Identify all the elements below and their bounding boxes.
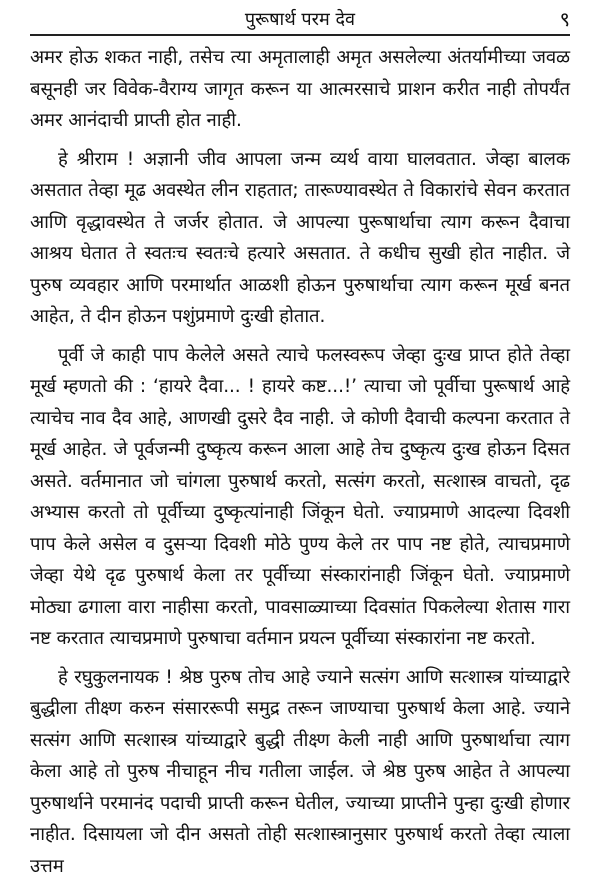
header-title: पुरूषार्थ परम देव (30, 8, 570, 32)
paragraph-4: हे रघुकुलनायक ! श्रेष्ठ पुरुष तोच आहे ज्याने सत्संग आणि सत्शास्त्र यांच्याद्वारे बुद्धीला तीक्ष्ण करुन संसाररूपी समुद्र तरून जाण्याचा पुरुषार्थ केला आहे. ज्याने सत्संग आणि सत्शास्त्र यांच्याद्वारे बुद्धी तीक्ष्ण केली नाही आणि पुरुषार्थाचा त्याग केला आहे तो पुरुष नीचाहून नीच गतीला जाईल. जे श्रेष्ठ पुरुष आहेत ते आपल्या पुरुषार्थाने परमानंद पदाची प्राप्ती करून घेतील, ज्याच्या प्राप्तीने पुन्हा दुःखी होणार नाहीत. दिसायला जो दीन असतो तोही सत्शास्त्रानुसार पुरुषार्थ करतो तेव्हा त्याला उत्तम (30, 662, 570, 882)
paragraph-3: पूर्वी जे काही पाप केलेले असते त्याचे फलस्वरूप जेव्हा दुःख प्राप्त होते तेव्हा मूर्ख म्हणतो की : ‘हायरे दैवा... ! हायरे कष्ट...!’ त्याचा जो पूर्वीचा पुरूषार्थ आहे त्याचेच नाव दैव आहे, आणखी दुसरे दैव नाही. जे कोणी दैवाची कल्पना करतात ते मूर्ख आहेत. जे पूर्वजन्मी दुष्कृत्य करून आला आहे तेच दुष्कृत्य दुःख होऊन दिसत असते. वर्तमानात जो चांगला पुरुषार्थ करतो, सत्संग करतो, सत्शास्त्र वाचतो, दृढ अभ्यास करतो तो पूर्वीच्या दुष्कृत्यांनाही जिंकून घेतो. ज्याप्रमाणे आदल्या दिवशी पाप केले असेल व दुसऱ्या दिवशी मोठे पुण्य केले तर पाप नष्ट होते, त्याचप्रमाणे जेव्हा येथे दृढ पुरुषार्थ केला तर पूर्वीच्या संस्कारांनाही जिंकून घेतो. ज्याप्रमाणे मोठ्या ढगाला वारा नाहीसा करतो, पावसाळ्याच्या दिवसांत पिकलेल्या शेतास गारा नष्ट करतात त्याचप्रमाणे पुरुषाचा वर्तमान प्रयत्न पूर्वीच्या संस्कारांना नष्ट करतो. (30, 340, 570, 655)
paragraph-2: हे श्रीराम ! अज्ञानी जीव आपला जन्म व्यर्थ वाया घालवतात. जेव्हा बालक असतात तेव्हा मूढ अवस्थेत लीन राहतात; तारूण्यावस्थेत ते विकारांचे सेवन करतात आणि वृद्धावस्थेत ते जर्जर होतात. जे आपल्या पुरूषार्थाचा त्याग करून दैवाचा आश्रय घेतात ते स्वतःच स्वतःचे हत्यारे असतात. ते कधीच सुखी होत नाहीत. जे पुरुष व्यवहार आणि परमार्थात आळशी होऊन पुरुषार्थाचा त्याग करून मूर्ख बनत आहेत, ते दीन होऊन पशुंप्रमाणे दुःखी होतात. (30, 144, 570, 333)
running-header (30, 6, 570, 36)
header-divider (30, 34, 570, 36)
paragraph-1: अमर होऊ शकत नाही, तसेच त्या अमृतालाही अमृत असलेल्या अंतर्यामीच्या जवळ बसूनही जर विवेक-वैराग्य जागृत करून या आत्मरसाचे प्राशन करीत नाही तोपर्यंत अमर आनंदाची प्राप्ती होत नाही. (30, 42, 570, 137)
page-number: ९ (560, 7, 570, 31)
page-body (30, 42, 570, 853)
